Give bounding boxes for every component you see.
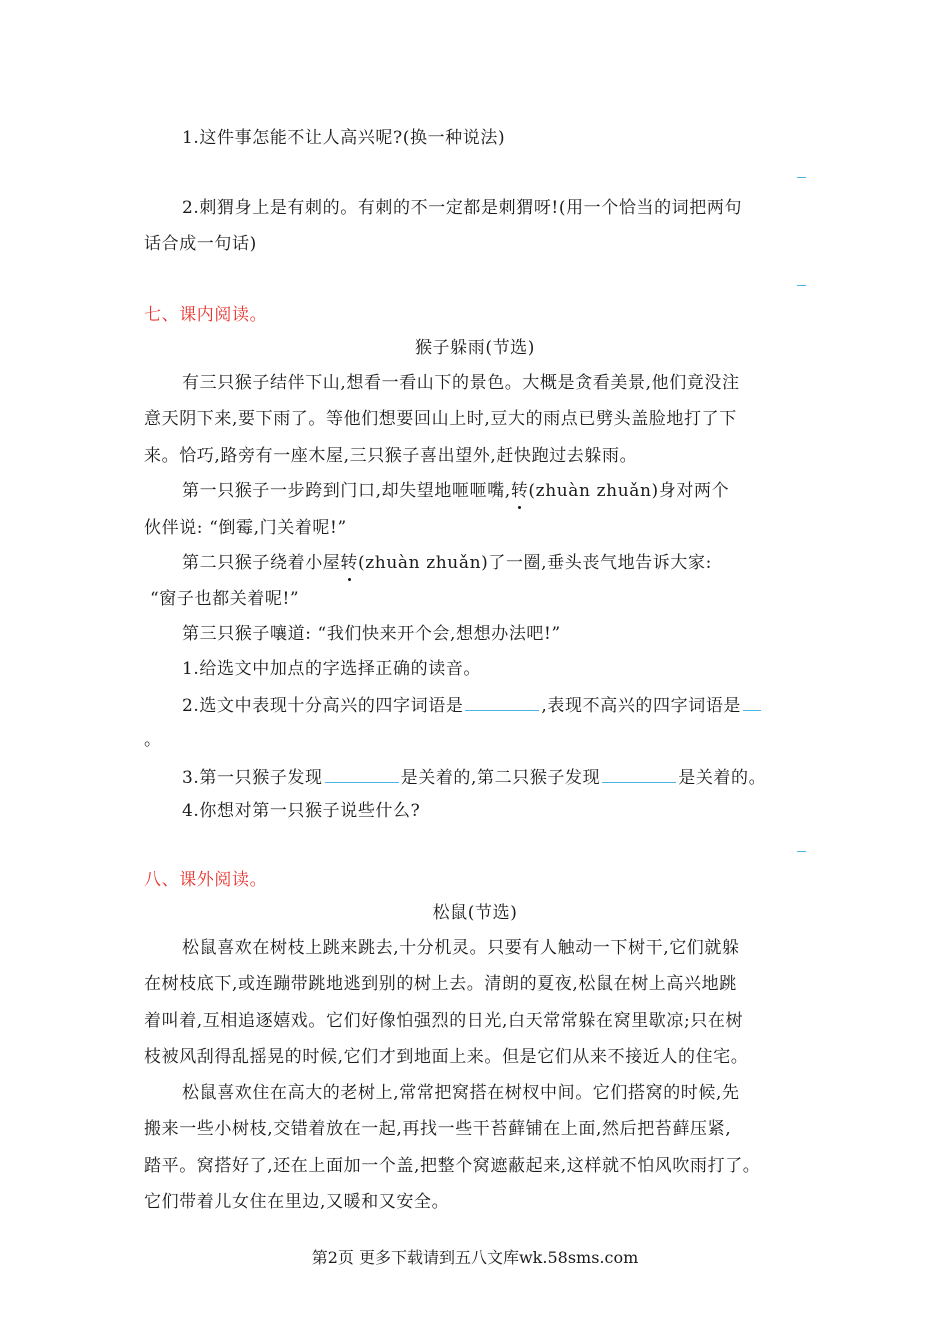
s7-p3-text-a: 第二只猴子绕着小屋 [182, 553, 341, 573]
s6-question-1: 1.这件事怎能不让人高兴呢?(换一种说法) [182, 128, 506, 148]
s7-question-2-end: 。 [144, 730, 162, 750]
s7-paragraph-1-line2: 意天阴下来,要下雨了。等他们想要回山上时,豆大的雨点已劈头盖脸地打了下 [144, 409, 737, 429]
blank-unhappy-idiom[interactable] [743, 692, 761, 711]
s7-p3-text-b: (zhuàn zhuǎn)了一圈,垂头丧气地告诉大家: [358, 553, 712, 573]
s8-paragraph-1-line4: 枝被风刮得乱摇晃的时候,它们才到地面上来。但是它们从来不接近人的住宅。 [144, 1047, 749, 1067]
dotted-char-zhuan-2: 转 [340, 553, 359, 573]
s7-paragraph-2-line1 [182, 479, 729, 503]
answer-line-mark [797, 851, 806, 852]
s8-paragraph-1-line3: 着叫着,互相追逐嬉戏。它们好像怕强烈的日光,白天常常躲在窝里歇凉;只在树 [144, 1011, 744, 1031]
blank-second-monkey[interactable] [602, 764, 676, 783]
s8-paragraph-1-line2: 在树枝底下,或连蹦带跳地逃到别的树上去。清朗的夏夜,松鼠在树上高兴地跳 [144, 974, 737, 994]
s8-paragraph-2-line3: 踏平。窝搭好了,还在上面加一个盖,把整个窝遮蔽起来,这样就不怕风吹雨打了。 [144, 1156, 761, 1176]
s8-paragraph-2-line1: 松鼠喜欢住在高大的老树上,常常把窝搭在树杈中间。它们搭窝的时候,先 [182, 1083, 740, 1103]
s7-paragraph-4: 第三只猴子嚷道: “我们快来开个会,想想办法吧!” [182, 624, 561, 644]
s7-question-2 [182, 692, 763, 718]
dotted-char-zhuan: 转 [510, 481, 529, 501]
blank-happy-idiom[interactable] [465, 692, 539, 711]
s7-p2-text-b: (zhuàn zhuǎn)身对两个 [528, 481, 730, 501]
s8-paragraph-2-line2: 搬来一些小树枝,交错着放在一起,再找一些干苔藓铺在上面,然后把苔藓压紧, [144, 1119, 732, 1139]
s7-q3-text-c: 是关着的。 [678, 768, 767, 788]
s7-paragraph-3-line2: “窗子也都关着呢!” [150, 589, 300, 609]
s7-q3-text-b: 是关着的,第二只猴子发现 [400, 768, 601, 788]
s7-question-1: 1.给选文中加点的字选择正确的读音。 [182, 659, 482, 679]
s7-question-4: 4.你想对第一只猴子说些什么? [182, 801, 421, 821]
s6-question-2-line2: 话合成一句话) [144, 234, 257, 254]
s6-question-2-line1: 2.刺猬身上是有刺的。有刺的不一定都是刺猬呀!(用一个恰当的词把两句 [182, 198, 743, 218]
s7-paragraph-1-line3: 来。恰巧,路旁有一座木屋,三只猴子喜出望外,赶快跑过去躲雨。 [144, 446, 638, 466]
answer-line-mark [797, 177, 806, 178]
section-7-heading: 七、课内阅读。 [144, 305, 268, 325]
s8-paragraph-1-line1: 松鼠喜欢在树枝上跳来跳去,十分机灵。只要有人触动一下树干,它们就躲 [182, 938, 740, 958]
passage-title-monkeys: 猴子躲雨(节选) [414, 338, 536, 358]
s7-q2-text-a: 2.选文中表现十分高兴的四字词语是 [182, 696, 464, 716]
s7-paragraph-1-line1: 有三只猴子结伴下山,想看一看山下的景色。大概是贪看美景,他们竟没注 [182, 373, 740, 393]
page-footer: 第2页 更多下载请到五八文库wk.58sms.com [311, 1248, 639, 1267]
s7-q3-text-a: 3.第一只猴子发现 [182, 768, 323, 788]
s7-paragraph-3-line1 [182, 551, 712, 575]
s7-paragraph-2-line2: 伙伴说: “倒霉,门关着呢!” [144, 518, 347, 538]
blank-first-monkey[interactable] [325, 764, 399, 783]
s7-q2-text-b: ,表现不高兴的四字词语是 [541, 696, 742, 716]
section-8-heading: 八、课外阅读。 [144, 870, 268, 890]
s7-p2-text-a: 第一只猴子一步跨到门口,却失望地咂咂嘴, [182, 481, 511, 501]
passage-title-squirrel: 松鼠(节选) [432, 903, 518, 923]
s7-question-3 [182, 764, 766, 790]
s8-paragraph-2-line4: 它们带着儿女住在里边,又暖和又安全。 [144, 1192, 450, 1212]
answer-line-mark [797, 285, 806, 286]
